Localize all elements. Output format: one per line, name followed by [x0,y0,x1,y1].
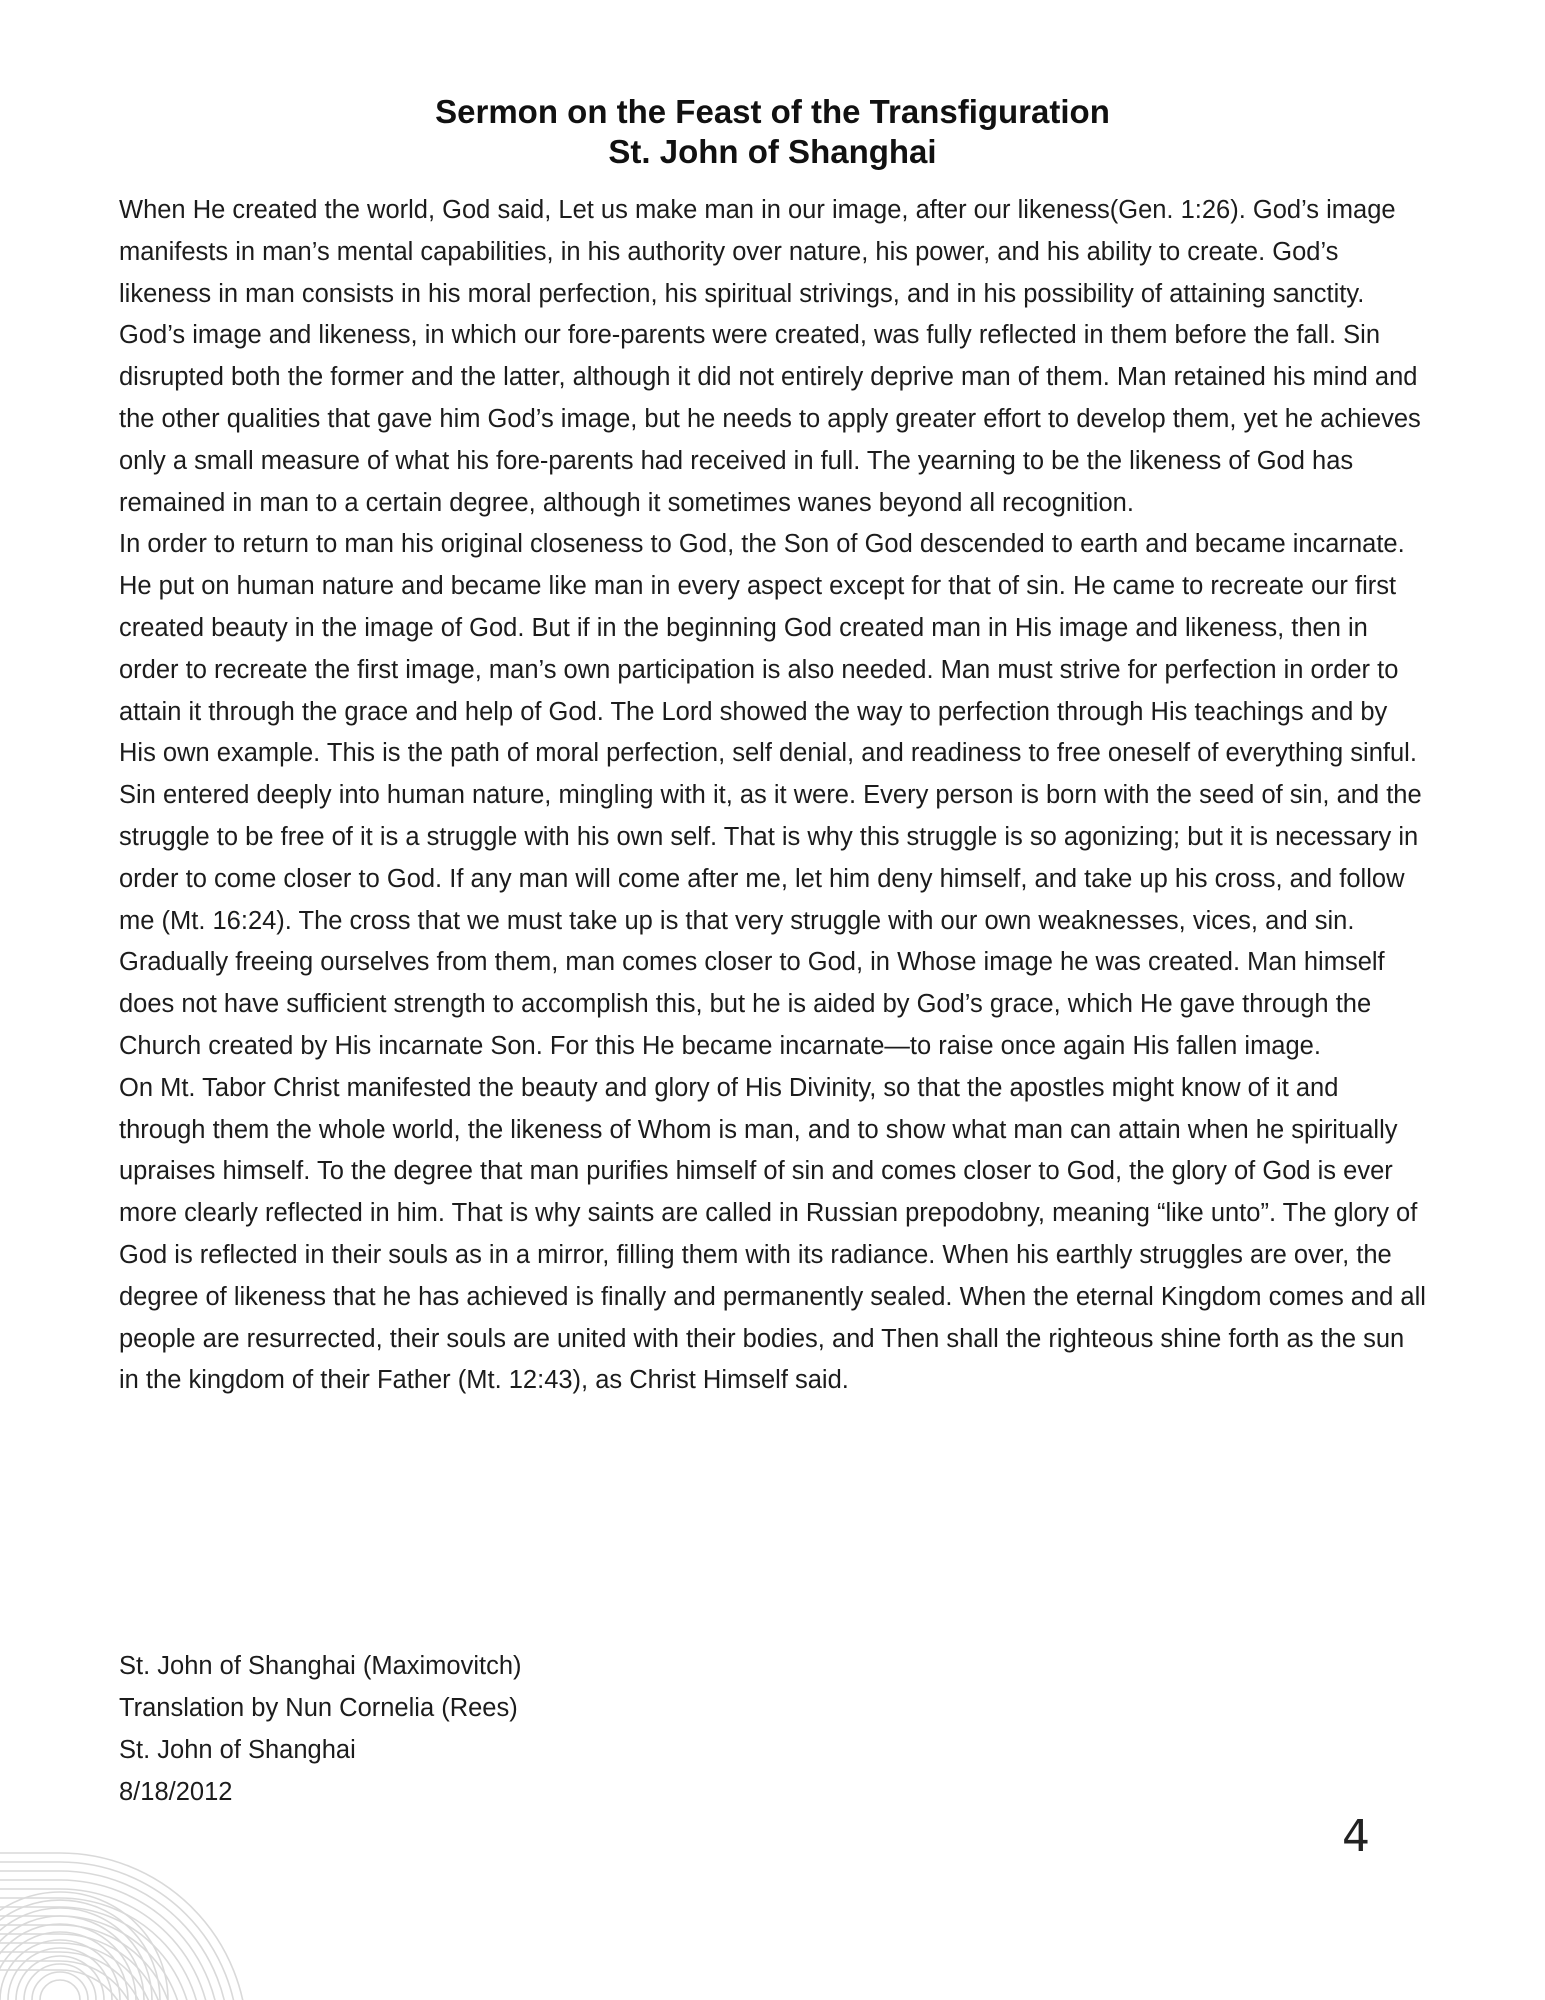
paragraph-3: In order to return to man his original closeness to God, the Son of God descended to earth and became incarnate. He put on human nature and became like man in every aspect except for that of sin. He came to recreate our first created beauty in the image of God. But if in the beginning God created man in His image and likeness, then in order to recreate the first image, man’s own participation is also needed. Man must strive for perfection in order to attain it through the grace and help of God. The Lord showed the way to perfection through His teachings and by His own example. This is the path of moral perfection, self denial, and readiness to free oneself of everything sinful. Sin entered deeply into human nature, mingling with it, as it were. Every person is born with the seed of sin, and the struggle to be free of it is a struggle with his own self. That is why this struggle is so agonizing; but it is necessary in order to come closer to God. If any man will come after me, let him deny himself, and take up his cross, and follow me (Mt. 16:24). The cross that we must take up is that very struggle with our own weaknesses, vices, and sin. Gradually freeing ourselves from them, man comes closer to God, in Whose image he was created. Man himself does not have sufficient strength to accomplish this, but he is aided by God’s grace, which He gave through the Church created by His incarnate Son. For this He became incarnate—to raise once again His fallen image. [119,530,1422,1060]
paragraph-2: God’s image and likeness, in which our fore-parents were created, was fully reflected in them before the fall. Sin disrupted both the former and the latter, although it did not entirely deprive man of them. Man retained his mind and the other qualities that gave him God’s image, but he needs to apply greater effort to develop them, yet he achieves only a small measure of what his fore-parents had received in full. The yearning to be the likeness of God has remained in man to a certain degree, although it sometimes wanes beyond all recognition. [119,321,1421,517]
paragraph-4: On Mt. Tabor Christ manifested the beauty and glory of His Divinity, so that the apostles might know of it and through them the whole world, the likeness of Whom is man, and to show what man can attain when he spiritually upraises himself. To the degree that man purifies himself of sin and comes closer to God, the glory of God is ever more clearly reflected in him. That is why saints are called in Russian prepodobny, meaning “like unto”. The glory of God is reflected in their souls as in a mirror, filling them with its radiance. When his earthly struggles are over, the degree of likeness that he has achieved is finally and permanently sealed. When the eternal Kingdom comes and all people are resurrected, their souls are united with their bodies, and Then shall the righteous shine forth as the sun in the kingdom of their Father (Mt. 12:43), as Christ Himself said. [119,1073,1426,1395]
document-subtitle: St. John of Shanghai [608,133,937,170]
page-number: 4 [1342,1811,1370,1862]
title-block [0,92,1545,172]
signature-translator: Translation by Nun Cornelia (Rees) [119,1694,518,1722]
document-title: Sermon on the Feast of the Transfiguration [435,93,1110,130]
signature-date: 8/18/2012 [119,1778,233,1806]
sermon-body [119,190,1429,1402]
signature-source: St. John of Shanghai [119,1736,356,1764]
decor-arc-inner [16,1956,104,2000]
signature-block [119,1645,522,1813]
paragraph-1: When He created the world, God said, Let us make man in our image, after our likeness(Gen. 1:26). God’s image manifests in man’s mental capabilities, in his authority over nature, his power, and his ability to create. God’s likeness in man consists in his moral perfection, his spiritual strivings, and in his possibility of attaining sanctity. [119,196,1396,308]
decor-arc-inner [40,1980,80,2000]
signature-author: St. John of Shanghai (Maximovitch) [119,1652,522,1680]
